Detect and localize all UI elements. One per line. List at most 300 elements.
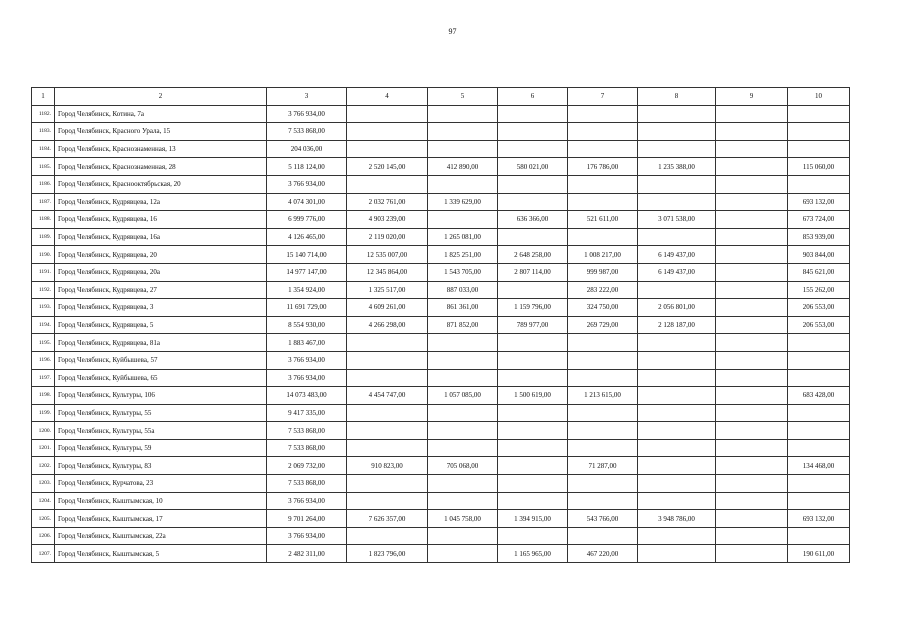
page-number: 97 (448, 27, 457, 36)
value-col-10 (788, 105, 850, 123)
row-number: 1190. (32, 246, 55, 264)
value-col-6: 2 648 258,00 (498, 246, 568, 264)
value-col-8 (638, 123, 716, 141)
column-header-2: 2 (55, 88, 267, 106)
table-row (32, 387, 850, 405)
value-col-4: 2 520 145,00 (347, 158, 428, 176)
value-col-8: 2 128 187,00 (638, 316, 716, 334)
value-col-5 (428, 123, 498, 141)
value-col-4 (347, 351, 428, 369)
address-cell: Город Челябинск, Кудрявцева, 16а (55, 228, 267, 246)
value-col-8: 6 149 437,00 (638, 263, 716, 281)
value-col-8 (638, 175, 716, 193)
value-col-3: 11 691 729,00 (267, 299, 347, 317)
value-col-7: 283 222,00 (568, 281, 638, 299)
row-number: 1205. (32, 510, 55, 528)
address-cell: Город Челябинск, Кудрявцева, 12а (55, 193, 267, 211)
address-cell: Город Челябинск, Куйбышева, 65 (55, 369, 267, 387)
address-cell: Город Челябинск, Культуры, 55а (55, 422, 267, 440)
value-col-6 (498, 228, 568, 246)
value-col-3: 3 766 934,00 (267, 369, 347, 387)
column-header-7: 7 (568, 88, 638, 106)
value-col-8 (638, 228, 716, 246)
address-cell: Город Челябинск, Кыштымская, 5 (55, 545, 267, 563)
value-col-4 (347, 369, 428, 387)
table-row (32, 422, 850, 440)
row-number: 1197. (32, 369, 55, 387)
value-col-7: 176 786,00 (568, 158, 638, 176)
value-col-4 (347, 140, 428, 158)
value-col-3: 4 074 301,00 (267, 193, 347, 211)
row-number: 1188. (32, 211, 55, 229)
row-number: 1182. (32, 105, 55, 123)
value-col-9 (716, 475, 788, 493)
value-col-3: 6 999 776,00 (267, 211, 347, 229)
value-col-10: 903 844,00 (788, 246, 850, 264)
value-col-9 (716, 140, 788, 158)
value-col-4 (347, 175, 428, 193)
value-col-6 (498, 351, 568, 369)
value-col-6 (498, 492, 568, 510)
address-cell: Город Челябинск, Кыштымская, 17 (55, 510, 267, 528)
value-col-9 (716, 439, 788, 457)
address-cell: Город Челябинск, Культуры, 106 (55, 387, 267, 405)
value-col-6 (498, 457, 568, 475)
value-col-4 (347, 105, 428, 123)
value-col-7 (568, 422, 638, 440)
value-col-4 (347, 123, 428, 141)
value-col-6 (498, 369, 568, 387)
row-number: 1186. (32, 175, 55, 193)
table-row (32, 439, 850, 457)
value-col-3: 1 354 924,00 (267, 281, 347, 299)
row-number: 1194. (32, 316, 55, 334)
value-col-10: 190 611,00 (788, 545, 850, 563)
value-col-7: 1 213 615,00 (568, 387, 638, 405)
value-col-3: 7 533 868,00 (267, 422, 347, 440)
table-body (32, 105, 850, 562)
value-col-3: 4 126 465,00 (267, 228, 347, 246)
value-col-7 (568, 334, 638, 352)
address-cell: Город Челябинск, Кудрявцева, 3 (55, 299, 267, 317)
value-col-6 (498, 422, 568, 440)
value-col-5 (428, 211, 498, 229)
data-table (31, 87, 850, 563)
header-row (32, 88, 850, 106)
value-col-6: 636 366,00 (498, 211, 568, 229)
value-col-7 (568, 475, 638, 493)
value-col-8 (638, 545, 716, 563)
value-col-10: 853 939,00 (788, 228, 850, 246)
value-col-4 (347, 527, 428, 545)
address-cell: Город Челябинск, Культуры, 59 (55, 439, 267, 457)
value-col-9 (716, 228, 788, 246)
value-col-3: 7 533 868,00 (267, 123, 347, 141)
address-cell: Город Челябинск, Кудрявцева, 20 (55, 246, 267, 264)
value-col-9 (716, 404, 788, 422)
value-col-5: 1 057 085,00 (428, 387, 498, 405)
value-col-9 (716, 211, 788, 229)
value-col-6: 1 159 796,00 (498, 299, 568, 317)
value-col-3: 2 069 732,00 (267, 457, 347, 475)
table-row (32, 263, 850, 281)
value-col-6 (498, 140, 568, 158)
value-col-6: 2 807 114,00 (498, 263, 568, 281)
address-cell: Город Челябинск, Кудрявцева, 81а (55, 334, 267, 352)
value-col-8: 6 149 437,00 (638, 246, 716, 264)
value-col-10 (788, 492, 850, 510)
value-col-7: 269 729,00 (568, 316, 638, 334)
table-row (32, 105, 850, 123)
value-col-6 (498, 123, 568, 141)
value-col-6: 1 394 915,00 (498, 510, 568, 528)
value-col-4 (347, 334, 428, 352)
value-col-10: 115 060,00 (788, 158, 850, 176)
row-number: 1201. (32, 439, 55, 457)
address-cell: Город Челябинск, Кудрявцева, 16 (55, 211, 267, 229)
value-col-5 (428, 492, 498, 510)
value-col-5: 1 339 629,00 (428, 193, 498, 211)
value-col-10: 693 132,00 (788, 193, 850, 211)
value-col-7 (568, 351, 638, 369)
table-row (32, 193, 850, 211)
address-cell: Город Челябинск, Культуры, 83 (55, 457, 267, 475)
table-row (32, 316, 850, 334)
address-cell: Город Челябинск, Кудрявцева, 20а (55, 263, 267, 281)
table-row (32, 492, 850, 510)
address-cell: Город Челябинск, Кыштымская, 22а (55, 527, 267, 545)
value-col-3: 3 766 934,00 (267, 351, 347, 369)
address-cell: Город Челябинск, Куйбышева, 57 (55, 351, 267, 369)
value-col-10 (788, 369, 850, 387)
value-col-9 (716, 351, 788, 369)
value-col-4: 4 266 298,00 (347, 316, 428, 334)
value-col-10 (788, 123, 850, 141)
row-number: 1193. (32, 299, 55, 317)
address-cell: Город Челябинск, Красного Урала, 15 (55, 123, 267, 141)
value-col-5 (428, 369, 498, 387)
value-col-10 (788, 140, 850, 158)
row-number: 1187. (32, 193, 55, 211)
table-row (32, 140, 850, 158)
value-col-3: 7 533 868,00 (267, 439, 347, 457)
value-col-7 (568, 140, 638, 158)
value-col-5 (428, 334, 498, 352)
value-col-10: 845 621,00 (788, 263, 850, 281)
value-col-10 (788, 334, 850, 352)
value-col-7 (568, 439, 638, 457)
table-row (32, 369, 850, 387)
row-number: 1192. (32, 281, 55, 299)
row-number: 1199. (32, 404, 55, 422)
table-row (32, 228, 850, 246)
value-col-7: 543 766,00 (568, 510, 638, 528)
value-col-10 (788, 527, 850, 545)
table-row (32, 299, 850, 317)
value-col-7: 521 611,00 (568, 211, 638, 229)
value-col-8 (638, 527, 716, 545)
value-col-4: 12 535 007,00 (347, 246, 428, 264)
address-cell: Город Челябинск, Краснознаменная, 13 (55, 140, 267, 158)
table-row (32, 404, 850, 422)
value-col-7 (568, 193, 638, 211)
value-col-3: 9 701 264,00 (267, 510, 347, 528)
value-col-6 (498, 439, 568, 457)
value-col-9 (716, 316, 788, 334)
value-col-6: 1 165 965,00 (498, 545, 568, 563)
value-col-6 (498, 105, 568, 123)
table-row (32, 175, 850, 193)
value-col-7: 324 750,00 (568, 299, 638, 317)
value-col-5 (428, 422, 498, 440)
value-col-5 (428, 351, 498, 369)
value-col-5 (428, 439, 498, 457)
column-header-3: 3 (267, 88, 347, 106)
value-col-4: 1 325 517,00 (347, 281, 428, 299)
value-col-8: 1 235 388,00 (638, 158, 716, 176)
row-number: 1206. (32, 527, 55, 545)
value-col-9 (716, 387, 788, 405)
column-header-1: 1 (32, 88, 55, 106)
value-col-8 (638, 140, 716, 158)
column-header-9: 9 (716, 88, 788, 106)
value-col-6: 789 977,00 (498, 316, 568, 334)
row-number: 1189. (32, 228, 55, 246)
value-col-7 (568, 228, 638, 246)
column-header-6: 6 (498, 88, 568, 106)
value-col-4 (347, 439, 428, 457)
value-col-10 (788, 422, 850, 440)
value-col-6 (498, 527, 568, 545)
value-col-5 (428, 475, 498, 493)
value-col-3: 14 977 147,00 (267, 263, 347, 281)
row-number: 1203. (32, 475, 55, 493)
value-col-9 (716, 334, 788, 352)
row-number: 1200. (32, 422, 55, 440)
value-col-8: 3 948 786,00 (638, 510, 716, 528)
value-col-8 (638, 422, 716, 440)
value-col-5 (428, 404, 498, 422)
value-col-4: 4 609 261,00 (347, 299, 428, 317)
address-cell: Город Челябинск, Кыштымская, 10 (55, 492, 267, 510)
value-col-10: 206 553,00 (788, 316, 850, 334)
value-col-4 (347, 492, 428, 510)
value-col-3: 7 533 868,00 (267, 475, 347, 493)
value-col-4: 910 823,00 (347, 457, 428, 475)
value-col-8: 2 056 801,00 (638, 299, 716, 317)
value-col-8 (638, 351, 716, 369)
row-number: 1195. (32, 334, 55, 352)
value-col-5 (428, 105, 498, 123)
value-col-5: 412 890,00 (428, 158, 498, 176)
value-col-5: 1 543 705,00 (428, 263, 498, 281)
value-col-8 (638, 281, 716, 299)
value-col-9 (716, 492, 788, 510)
column-header-4: 4 (347, 88, 428, 106)
value-col-10: 134 468,00 (788, 457, 850, 475)
value-col-6: 580 021,00 (498, 158, 568, 176)
value-col-8: 3 071 538,00 (638, 211, 716, 229)
value-col-4: 1 823 796,00 (347, 545, 428, 563)
value-col-9 (716, 457, 788, 475)
value-col-9 (716, 105, 788, 123)
value-col-3: 3 766 934,00 (267, 175, 347, 193)
value-col-9 (716, 246, 788, 264)
value-col-4: 7 626 357,00 (347, 510, 428, 528)
value-col-5 (428, 545, 498, 563)
table-row (32, 351, 850, 369)
value-col-4 (347, 475, 428, 493)
value-col-3: 8 554 930,00 (267, 316, 347, 334)
address-cell: Город Челябинск, Котина, 7а (55, 105, 267, 123)
value-col-3: 1 883 467,00 (267, 334, 347, 352)
row-number: 1202. (32, 457, 55, 475)
row-number: 1198. (32, 387, 55, 405)
value-col-5: 1 045 758,00 (428, 510, 498, 528)
value-col-8 (638, 387, 716, 405)
value-col-7 (568, 123, 638, 141)
value-col-3: 15 140 714,00 (267, 246, 347, 264)
value-col-7 (568, 527, 638, 545)
value-col-8 (638, 369, 716, 387)
row-number: 1204. (32, 492, 55, 510)
table-row (32, 281, 850, 299)
table-row (32, 510, 850, 528)
value-col-3: 2 482 311,00 (267, 545, 347, 563)
value-col-9 (716, 158, 788, 176)
address-cell: Город Челябинск, Кудрявцева, 27 (55, 281, 267, 299)
value-col-10 (788, 351, 850, 369)
value-col-7 (568, 105, 638, 123)
value-col-6 (498, 281, 568, 299)
value-col-10: 683 428,00 (788, 387, 850, 405)
address-cell: Город Челябинск, Курчатова, 23 (55, 475, 267, 493)
table-row (32, 158, 850, 176)
row-number: 1183. (32, 123, 55, 141)
value-col-8 (638, 105, 716, 123)
table-row (32, 246, 850, 264)
value-col-8 (638, 475, 716, 493)
value-col-5: 887 033,00 (428, 281, 498, 299)
value-col-8 (638, 404, 716, 422)
value-col-8 (638, 457, 716, 475)
value-col-6: 1 500 619,00 (498, 387, 568, 405)
value-col-10: 206 553,00 (788, 299, 850, 317)
address-cell: Город Челябинск, Красноoктябрьская, 20 (55, 175, 267, 193)
value-col-7 (568, 175, 638, 193)
value-col-4: 4 903 239,00 (347, 211, 428, 229)
table-row (32, 211, 850, 229)
value-col-9 (716, 193, 788, 211)
value-col-8 (638, 439, 716, 457)
value-col-10: 155 262,00 (788, 281, 850, 299)
value-col-10: 693 132,00 (788, 510, 850, 528)
value-col-9 (716, 422, 788, 440)
value-col-7 (568, 492, 638, 510)
value-col-9 (716, 175, 788, 193)
value-col-10: 673 724,00 (788, 211, 850, 229)
address-cell: Город Челябинск, Культуры, 55 (55, 404, 267, 422)
value-col-9 (716, 299, 788, 317)
value-col-5: 871 852,00 (428, 316, 498, 334)
value-col-10 (788, 439, 850, 457)
value-col-3: 14 073 483,00 (267, 387, 347, 405)
value-col-3: 204 036,00 (267, 140, 347, 158)
value-col-3: 3 766 934,00 (267, 492, 347, 510)
column-header-10: 10 (788, 88, 850, 106)
value-col-9 (716, 123, 788, 141)
value-col-3: 3 766 934,00 (267, 105, 347, 123)
value-col-3: 9 417 335,00 (267, 404, 347, 422)
value-col-5 (428, 527, 498, 545)
value-col-7: 1 008 217,00 (568, 246, 638, 264)
value-col-9 (716, 545, 788, 563)
value-col-4: 2 032 761,00 (347, 193, 428, 211)
value-col-5 (428, 140, 498, 158)
value-col-4: 12 345 864,00 (347, 263, 428, 281)
value-col-6 (498, 334, 568, 352)
value-col-10 (788, 475, 850, 493)
value-col-6 (498, 404, 568, 422)
table-row (32, 475, 850, 493)
value-col-9 (716, 263, 788, 281)
value-col-4 (347, 404, 428, 422)
value-col-9 (716, 510, 788, 528)
value-col-5: 861 361,00 (428, 299, 498, 317)
address-cell: Город Челябинск, Краснознаменная, 28 (55, 158, 267, 176)
value-col-6 (498, 175, 568, 193)
value-col-4: 4 454 747,00 (347, 387, 428, 405)
value-col-3: 5 118 124,00 (267, 158, 347, 176)
value-col-6 (498, 193, 568, 211)
value-col-7: 467 220,00 (568, 545, 638, 563)
value-col-5 (428, 175, 498, 193)
table-row (32, 123, 850, 141)
address-cell: Город Челябинск, Кудрявцева, 5 (55, 316, 267, 334)
table-row (32, 457, 850, 475)
row-number: 1184. (32, 140, 55, 158)
value-col-7: 999 987,00 (568, 263, 638, 281)
row-number: 1196. (32, 351, 55, 369)
value-col-6 (498, 475, 568, 493)
value-col-7 (568, 404, 638, 422)
value-col-4 (347, 422, 428, 440)
value-col-9 (716, 527, 788, 545)
value-col-3: 3 766 934,00 (267, 527, 347, 545)
value-col-4: 2 119 020,00 (347, 228, 428, 246)
row-number: 1185. (32, 158, 55, 176)
value-col-7 (568, 369, 638, 387)
column-header-8: 8 (638, 88, 716, 106)
value-col-8 (638, 193, 716, 211)
value-col-5: 705 068,00 (428, 457, 498, 475)
value-col-10 (788, 175, 850, 193)
value-col-7: 71 287,00 (568, 457, 638, 475)
value-col-5: 1 265 081,00 (428, 228, 498, 246)
table-row (32, 527, 850, 545)
value-col-10 (788, 404, 850, 422)
row-number: 1207. (32, 545, 55, 563)
table-row (32, 545, 850, 563)
value-col-9 (716, 369, 788, 387)
value-col-8 (638, 334, 716, 352)
row-number: 1191. (32, 263, 55, 281)
value-col-9 (716, 281, 788, 299)
value-col-5: 1 825 251,00 (428, 246, 498, 264)
column-header-5: 5 (428, 88, 498, 106)
table-row (32, 334, 850, 352)
value-col-8 (638, 492, 716, 510)
